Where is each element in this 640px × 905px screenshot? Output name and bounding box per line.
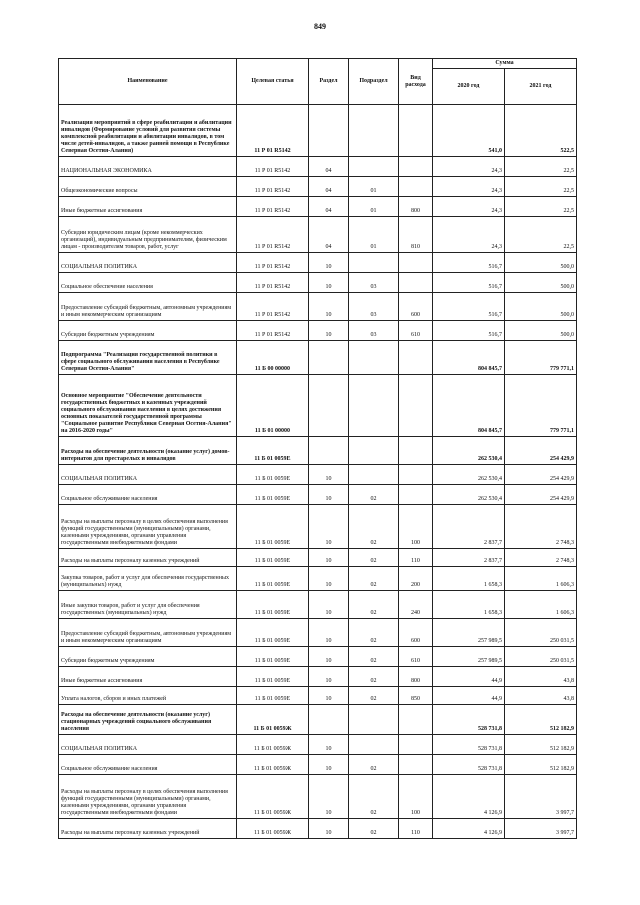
row-code: 11 Б 01 0059Ж [237,775,309,819]
table-row [59,549,577,567]
row-section: 10 [309,819,349,839]
row-expense-type: 810 [399,217,433,253]
row-name: Подпрограмма "Реализация государственной политики в сфере социального обслуживания населения в Республике Северная Осетия-Алания" [59,341,237,375]
row-sum-2020: 262 530,4 [433,485,505,505]
row-sum-2020: 24,3 [433,177,505,197]
row-name: Иные бюджетные ассигнования [59,667,237,687]
row-section: 10 [309,485,349,505]
row-section: 10 [309,755,349,775]
row-subsection [349,705,399,735]
row-code: 11 Р 01 R5142 [237,217,309,253]
table-body [59,105,577,839]
row-name: Уплата налогов, сборов и иных платежей [59,687,237,705]
row-subsection: 02 [349,667,399,687]
row-name: СОЦИАЛЬНАЯ ПОЛИТИКА [59,253,237,273]
row-sum-2020: 262 530,4 [433,437,505,465]
row-sum-2020: 516,7 [433,321,505,341]
row-sum-2021: 22,5 [505,177,577,197]
row-name: Расходы на обеспечение деятельности (оказание услуг) стационарных учреждений социального обслуживания населения [59,705,237,735]
table-row [59,485,577,505]
row-subsection [349,341,399,375]
row-sum-2020: 1 658,3 [433,567,505,591]
row-subsection [349,157,399,177]
header-code: Целевая статья [237,59,309,105]
row-sum-2021: 512 182,9 [505,735,577,755]
table-row [59,687,577,705]
row-name: Общеэкономические вопросы [59,177,237,197]
row-name: Социальное обеспечение населения [59,273,237,293]
table-row [59,505,577,549]
row-subsection: 02 [349,591,399,619]
row-sum-2020: 2 837,7 [433,549,505,567]
row-subsection: 03 [349,293,399,321]
table-row [59,375,577,437]
row-expense-type: 610 [399,321,433,341]
row-expense-type [399,341,433,375]
row-sum-2021: 779 771,1 [505,341,577,375]
row-sum-2020: 24,3 [433,157,505,177]
row-section: 04 [309,197,349,217]
row-section: 10 [309,465,349,485]
row-expense-type: 850 [399,687,433,705]
row-expense-type [399,375,433,437]
row-expense-type: 100 [399,505,433,549]
row-subsection [349,375,399,437]
row-sum-2021: 500,0 [505,293,577,321]
row-section: 10 [309,321,349,341]
row-code: 11 Б 01 0059Е [237,437,309,465]
table-row [59,157,577,177]
table-row [59,755,577,775]
row-name: Предоставление субсидий бюджетным, автономным учреждениям и иным некоммерческим организациям [59,619,237,647]
table-row [59,253,577,273]
row-name: Социальное обслуживание населения [59,485,237,505]
row-name: Расходы на обеспечение деятельности (оказание услуг) домов-интернатов для престарелых и инвалидов [59,437,237,465]
row-sum-2020: 24,3 [433,197,505,217]
header-subsection: Подраздел [349,59,399,105]
row-section [309,341,349,375]
table-row [59,705,577,735]
table-row [59,273,577,293]
row-expense-type: 100 [399,775,433,819]
row-code: 11 Б 01 0059Е [237,667,309,687]
row-sum-2021: 22,5 [505,217,577,253]
table-row [59,819,577,839]
row-subsection: 02 [349,567,399,591]
row-sum-2020: 4 126,9 [433,819,505,839]
row-expense-type [399,735,433,755]
row-code: 11 Б 01 0059Ж [237,735,309,755]
row-sum-2020: 2 837,7 [433,505,505,549]
row-code: 11 Б 01 0059Е [237,567,309,591]
row-sum-2021: 250 031,5 [505,619,577,647]
row-subsection: 03 [349,273,399,293]
row-expense-type [399,465,433,485]
row-section [309,375,349,437]
row-sum-2020: 528 731,8 [433,755,505,775]
row-sum-2021: 2 748,3 [505,505,577,549]
row-sum-2021: 779 771,1 [505,375,577,437]
row-name: СОЦИАЛЬНАЯ ПОЛИТИКА [59,465,237,485]
row-subsection: 02 [349,819,399,839]
row-code: 11 Р 01 R5142 [237,321,309,341]
row-sum-2021: 22,5 [505,197,577,217]
row-expense-type [399,755,433,775]
row-sum-2020: 262 530,4 [433,465,505,485]
row-section: 10 [309,667,349,687]
row-name: Иные бюджетные ассигнования [59,197,237,217]
table-row [59,217,577,253]
row-section: 10 [309,647,349,667]
row-expense-type [399,485,433,505]
row-section: 10 [309,591,349,619]
row-subsection: 02 [349,505,399,549]
row-subsection [349,735,399,755]
row-name: Субсидии бюджетным учреждениям [59,321,237,341]
row-section: 10 [309,619,349,647]
row-sum-2021: 43,8 [505,667,577,687]
row-sum-2021: 3 997,7 [505,819,577,839]
row-section [309,437,349,465]
row-section: 10 [309,775,349,819]
row-section: 10 [309,549,349,567]
row-name: Иные закупки товаров, работ и услуг для обеспечения государственных (муниципальных) нужд [59,591,237,619]
row-sum-2020: 4 126,9 [433,775,505,819]
row-sum-2020: 528 731,8 [433,705,505,735]
header-sum: Сумма [433,59,577,69]
row-section [309,705,349,735]
row-section: 04 [309,157,349,177]
row-expense-type [399,157,433,177]
row-subsection: 02 [349,619,399,647]
budget-table [58,58,577,839]
row-code: 11 Р 01 R5142 [237,157,309,177]
row-sum-2021: 254 429,9 [505,465,577,485]
table-row [59,321,577,341]
row-code: 11 Р 01 R5142 [237,273,309,293]
row-subsection [349,437,399,465]
row-subsection: 02 [349,647,399,667]
row-sum-2021: 1 606,3 [505,591,577,619]
table-row [59,293,577,321]
row-expense-type: 110 [399,549,433,567]
table-row [59,775,577,819]
row-code: 11 Б 01 0059Ж [237,819,309,839]
row-sum-2021: 1 606,3 [505,567,577,591]
row-name: Закупка товаров, работ и услуг для обеспечения государственных (муниципальных) нужд [59,567,237,591]
row-expense-type [399,437,433,465]
row-code: 11 Б 01 0059Ж [237,755,309,775]
row-name: Субсидии бюджетным учреждениям [59,647,237,667]
row-code: 11 Р 01 R5142 [237,293,309,321]
row-sum-2020: 804 845,7 [433,375,505,437]
row-subsection [349,253,399,273]
row-expense-type [399,705,433,735]
page-number: 849 [314,22,326,31]
row-name: Основное мероприятие "Обеспечение деятельности государственных бюджетных и казенных учреждений социального обслуживания населения в целях достижения основных показателей государственной программы "Социальное развитие Республики Северная Осетия-Алания" на 2016-2020 годы" [59,375,237,437]
row-section: 04 [309,177,349,197]
row-code: 11 Б 01 0059Ж [237,705,309,735]
table-row [59,465,577,485]
row-sum-2020: 516,7 [433,253,505,273]
row-code: 11 Б 01 0059Е [237,485,309,505]
row-name: СОЦИАЛЬНАЯ ПОЛИТИКА [59,735,237,755]
row-code: 11 Р 01 R5142 [237,105,309,157]
row-expense-type [399,253,433,273]
row-code: 11 Б 01 0059Е [237,687,309,705]
row-subsection: 01 [349,177,399,197]
row-sum-2020: 44,9 [433,667,505,687]
table-row [59,735,577,755]
row-sum-2021: 522,5 [505,105,577,157]
row-code: 11 Б 01 00000 [237,375,309,437]
row-code: 11 Б 01 0059Е [237,591,309,619]
table-row [59,619,577,647]
row-section: 10 [309,735,349,755]
row-name: Реализация мероприятий в сфере реабилитации и абилитации инвалидов (Формирование условий для развития системы комплексной реабилитации и абилитации инвалидов, в том числе детей-инвалидов, а также ранней помощи в Республике Северная Осетия-Алания) [59,105,237,157]
row-code: 11 Р 01 R5142 [237,253,309,273]
row-sum-2020: 516,7 [433,293,505,321]
header-year-2020: 2020 год [433,69,505,105]
row-code: 11 Б 01 0059Е [237,647,309,667]
row-expense-type: 610 [399,647,433,667]
row-section: 10 [309,273,349,293]
row-subsection: 02 [349,687,399,705]
row-sum-2020: 516,7 [433,273,505,293]
row-sum-2021: 500,0 [505,273,577,293]
row-name: Предоставление субсидий бюджетным, автономным учреждениям и иным некоммерческим организациям [59,293,237,321]
row-section [309,105,349,157]
row-section: 10 [309,687,349,705]
row-sum-2021: 43,8 [505,687,577,705]
row-expense-type: 200 [399,567,433,591]
row-name: Субсидии юридическим лицам (кроме некоммерческих организаций), индивидуальным предпринимателям, физическим лицам - производителям товаров, работ, услуг [59,217,237,253]
row-code: 11 Б 01 0059Е [237,465,309,485]
table-row [59,591,577,619]
row-code: 11 Б 00 00000 [237,341,309,375]
row-expense-type: 110 [399,819,433,839]
row-sum-2020: 24,3 [433,217,505,253]
header-expense-type: Вид расхода [399,59,433,105]
row-expense-type: 240 [399,591,433,619]
row-section: 10 [309,253,349,273]
row-sum-2020: 257 989,5 [433,647,505,667]
row-sum-2020: 1 658,3 [433,591,505,619]
row-subsection [349,465,399,485]
row-subsection: 02 [349,755,399,775]
row-section: 04 [309,217,349,253]
row-expense-type: 800 [399,197,433,217]
row-sum-2020: 528 731,8 [433,735,505,755]
row-code: 11 Р 01 R5142 [237,197,309,217]
table-row [59,647,577,667]
row-section: 10 [309,293,349,321]
row-expense-type [399,273,433,293]
row-sum-2021: 22,5 [505,157,577,177]
row-sum-2021: 500,0 [505,321,577,341]
row-expense-type: 600 [399,619,433,647]
table-row [59,197,577,217]
table-row [59,437,577,465]
header-name: Наименование [59,59,237,105]
table-row [59,567,577,591]
row-sum-2021: 2 748,3 [505,549,577,567]
row-sum-2021: 512 182,9 [505,705,577,735]
row-subsection: 02 [349,775,399,819]
row-sum-2021: 250 031,5 [505,647,577,667]
row-sum-2020: 44,9 [433,687,505,705]
row-expense-type: 800 [399,667,433,687]
row-sum-2021: 500,0 [505,253,577,273]
row-name: Расходы на выплаты персоналу казенных учреждений [59,819,237,839]
row-name: Расходы на выплаты персоналу в целях обеспечения выполнения функций государственными (муниципальными) органами, казенными учреждениями, органами управления государственными внебюджетными фондами [59,505,237,549]
row-name: Расходы на выплаты персоналу казенных учреждений [59,549,237,567]
row-subsection: 02 [349,485,399,505]
row-code: 11 Б 01 0059Е [237,619,309,647]
table-row [59,105,577,157]
row-expense-type [399,105,433,157]
row-name: Расходы на выплаты персоналу в целях обеспечения выполнения функций государственными (муниципальными) органами, казенными учреждениями, органами управления государственными внебюджетными фондами [59,775,237,819]
row-subsection: 02 [349,549,399,567]
row-subsection: 03 [349,321,399,341]
row-sum-2020: 804 845,7 [433,341,505,375]
header-year-2021: 2021 год [505,69,577,105]
row-sum-2021: 254 429,9 [505,437,577,465]
row-sum-2021: 3 997,7 [505,775,577,819]
row-sum-2021: 254 429,9 [505,485,577,505]
row-subsection: 01 [349,197,399,217]
table-row [59,667,577,687]
row-subsection: 01 [349,217,399,253]
row-subsection [349,105,399,157]
row-section: 10 [309,505,349,549]
row-expense-type [399,177,433,197]
row-sum-2021: 512 182,9 [505,755,577,775]
row-section: 10 [309,567,349,591]
row-expense-type: 600 [399,293,433,321]
row-code: 11 Б 01 0059Е [237,505,309,549]
row-sum-2020: 541,0 [433,105,505,157]
table-row [59,341,577,375]
row-name: НАЦИОНАЛЬНАЯ ЭКОНОМИКА [59,157,237,177]
row-name: Социальное обслуживание населения [59,755,237,775]
row-code: 11 Б 01 0059Е [237,549,309,567]
table-row [59,177,577,197]
row-code: 11 Р 01 R5142 [237,177,309,197]
row-sum-2020: 257 989,5 [433,619,505,647]
header-section: Раздел [309,59,349,105]
